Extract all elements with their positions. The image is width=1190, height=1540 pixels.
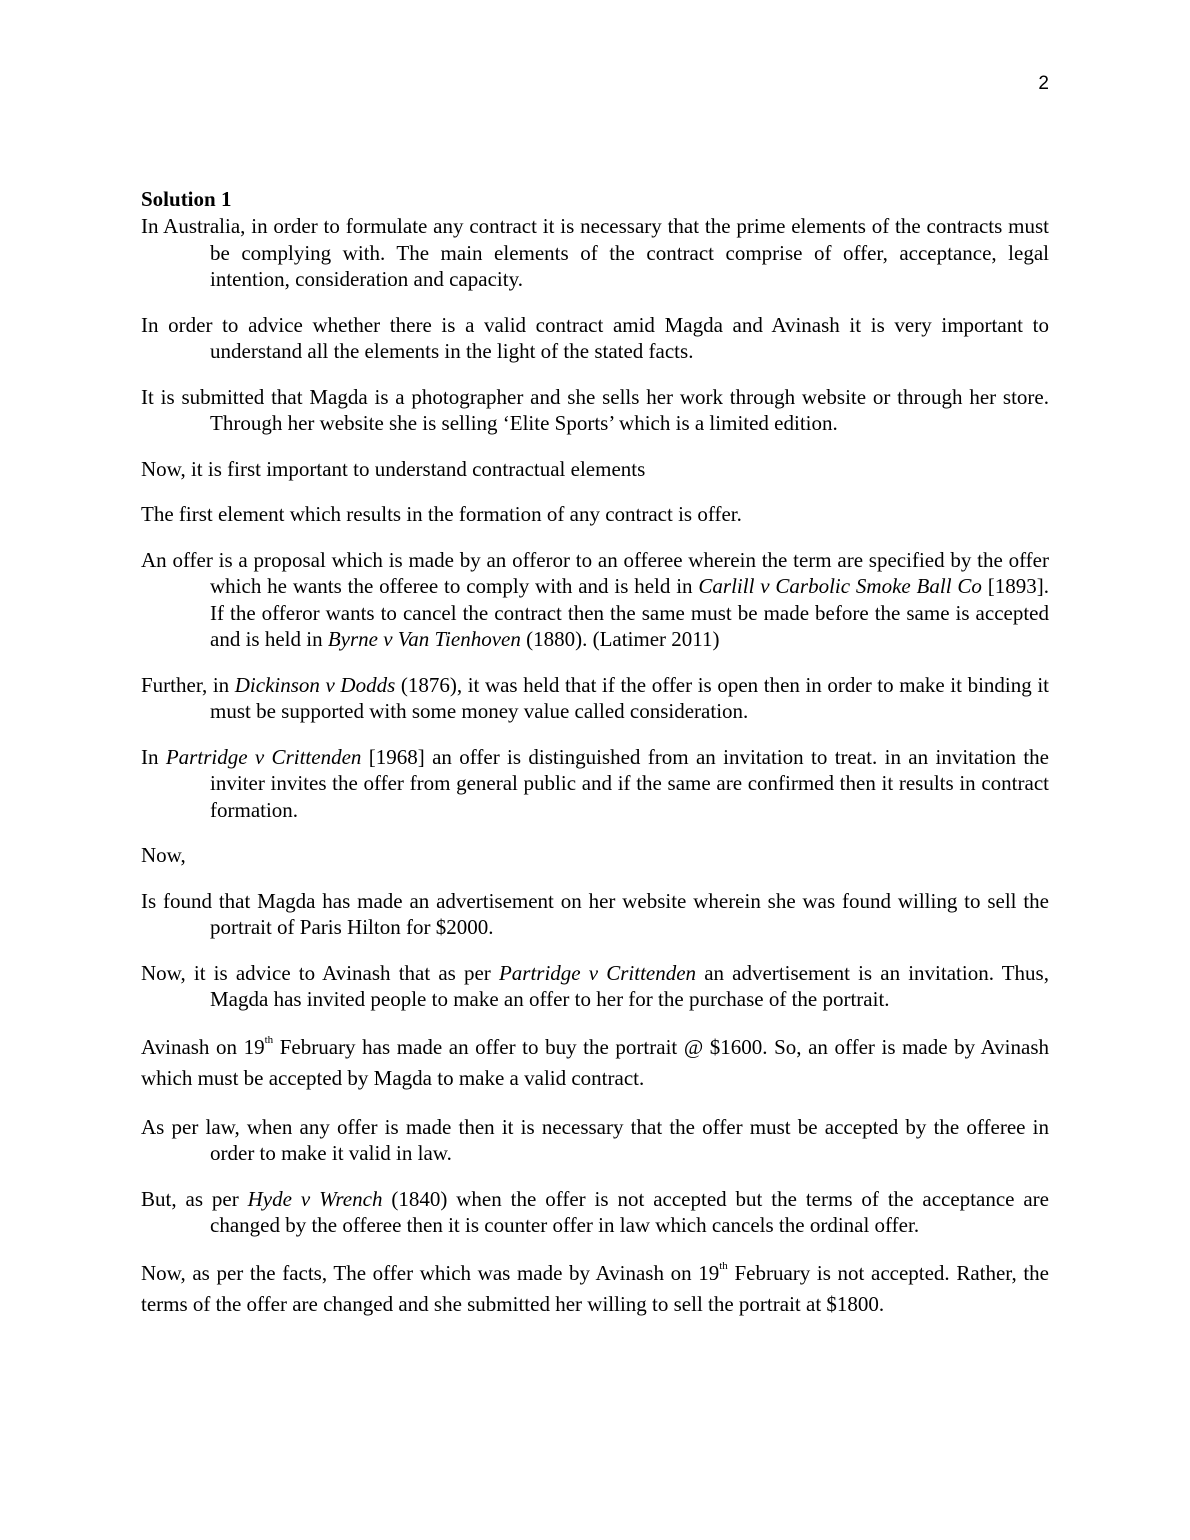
text-run: Now, as per the facts, The offer which was made by Avinash on 19 (141, 1260, 720, 1285)
text-run: But, as per (141, 1186, 248, 1211)
page-number: 2 (1038, 73, 1049, 94)
paragraph-contract-elements: In Australia, in order to formulate any contract it is necessary that the prime elements of the contracts must be complying with. The main elements of the contract comprise of offer, acceptance, legal intention, consideration and capacity. (141, 214, 1049, 291)
text-run: Further, in (141, 672, 235, 697)
text-run: An offer is a proposal which is made by an offeror to an offeree wherein the term are specified by the offer which he wants the offeree to comply with and is held in (141, 547, 1049, 598)
section-heading: Solution 1 (141, 187, 232, 211)
case-citation: Partridge v Crittenden (165, 744, 362, 769)
case-citation: Dickinson v Dodds (234, 672, 396, 697)
paragraph-now: Now, (141, 843, 186, 867)
document-body (141, 186, 1049, 1340)
text-run: [1893]. If the offeror wants to cancel the contract then the same must be made before the same is accepted and is held in (210, 574, 1049, 651)
paragraph-first-element-offer: The first element which results in the formation of any contract is offer. (141, 502, 742, 526)
paragraph-understand-elements: Now, it is first important to understand contractual elements (141, 456, 646, 481)
case-citation: Hyde v Wrench (247, 1186, 383, 1211)
text-run: (1840) when the offer is not accepted but the terms of the acceptance are changed by the offeree then it is counter offer in law which cancels the ordinal offer. (210, 1186, 1050, 1237)
paragraph-counter-offer-facts (141, 1258, 1049, 1320)
text-run: [1968] an offer is distinguished from an invitation to treat. in an invitation the inviter invites the offer from general public and if the same are confirmed then it results in contract formation. (210, 744, 1049, 822)
text-run: (1880). (Latimer 2011) (520, 627, 720, 651)
case-citation: Byrne v Van Tienhoven (327, 627, 521, 651)
text-run: February is not accepted. Rather, the terms of the offer are changed and she submitted her willing to sell the portrait at $1800. (141, 1260, 1049, 1316)
text-run: (1876), it was held that if the offer is open then in order to make it binding it must be supported with some money value called consideration. (210, 672, 1049, 723)
text-run: an advertisement is an invitation. Thus, Magda has invited people to make an offer to her for the purchase of the portrait. (210, 960, 1049, 1011)
text-run: Avinash on 19 (141, 1034, 265, 1059)
case-citation: Carlill v Carbolic Smoke Ball Co (698, 574, 982, 598)
ordinal-suffix: th (264, 1033, 274, 1046)
text-run: In (141, 744, 166, 769)
paragraph-valid-contract-advice: In order to advice whether there is a valid contract amid Magda and Avinash it is very important to understand all the elements in the light of the stated facts. (141, 312, 1049, 363)
paragraph-avinash-offer (141, 1032, 1049, 1094)
paragraph-advice-avinash (141, 960, 1049, 1013)
paragraph-dickinson-dodds (141, 672, 1049, 725)
paragraph-offer-definition (141, 547, 1049, 653)
paragraph-magda-facts: It is submitted that Magda is a photographer and she sells her work through website or through her store. Through her website she is selling ‘Elite Sports’ which is a limited edition. (141, 384, 1049, 435)
paragraph-hyde-wrench (141, 1186, 1049, 1239)
case-citation: Partridge v Crittenden (498, 960, 697, 985)
text-run: Now, it is advice to Avinash that as per (141, 960, 499, 985)
text-run: February has made an offer to buy the portrait @ $1600. So, an offer is made by Avinash which must be accepted by Magda to make a valid contract. (141, 1034, 1049, 1090)
paragraph-partridge-crittenden (141, 744, 1049, 824)
paragraph-advertisement-found: Is found that Magda has made an advertisement on her website wherein she was found willing to sell the portrait of Paris Hilton for $2000. (141, 888, 1049, 939)
ordinal-suffix: th (719, 1259, 728, 1272)
paragraph-acceptance-law: As per law, when any offer is made then it is necessary that the offer must be accepted by the offeree in order to make it valid in law. (141, 1114, 1049, 1165)
